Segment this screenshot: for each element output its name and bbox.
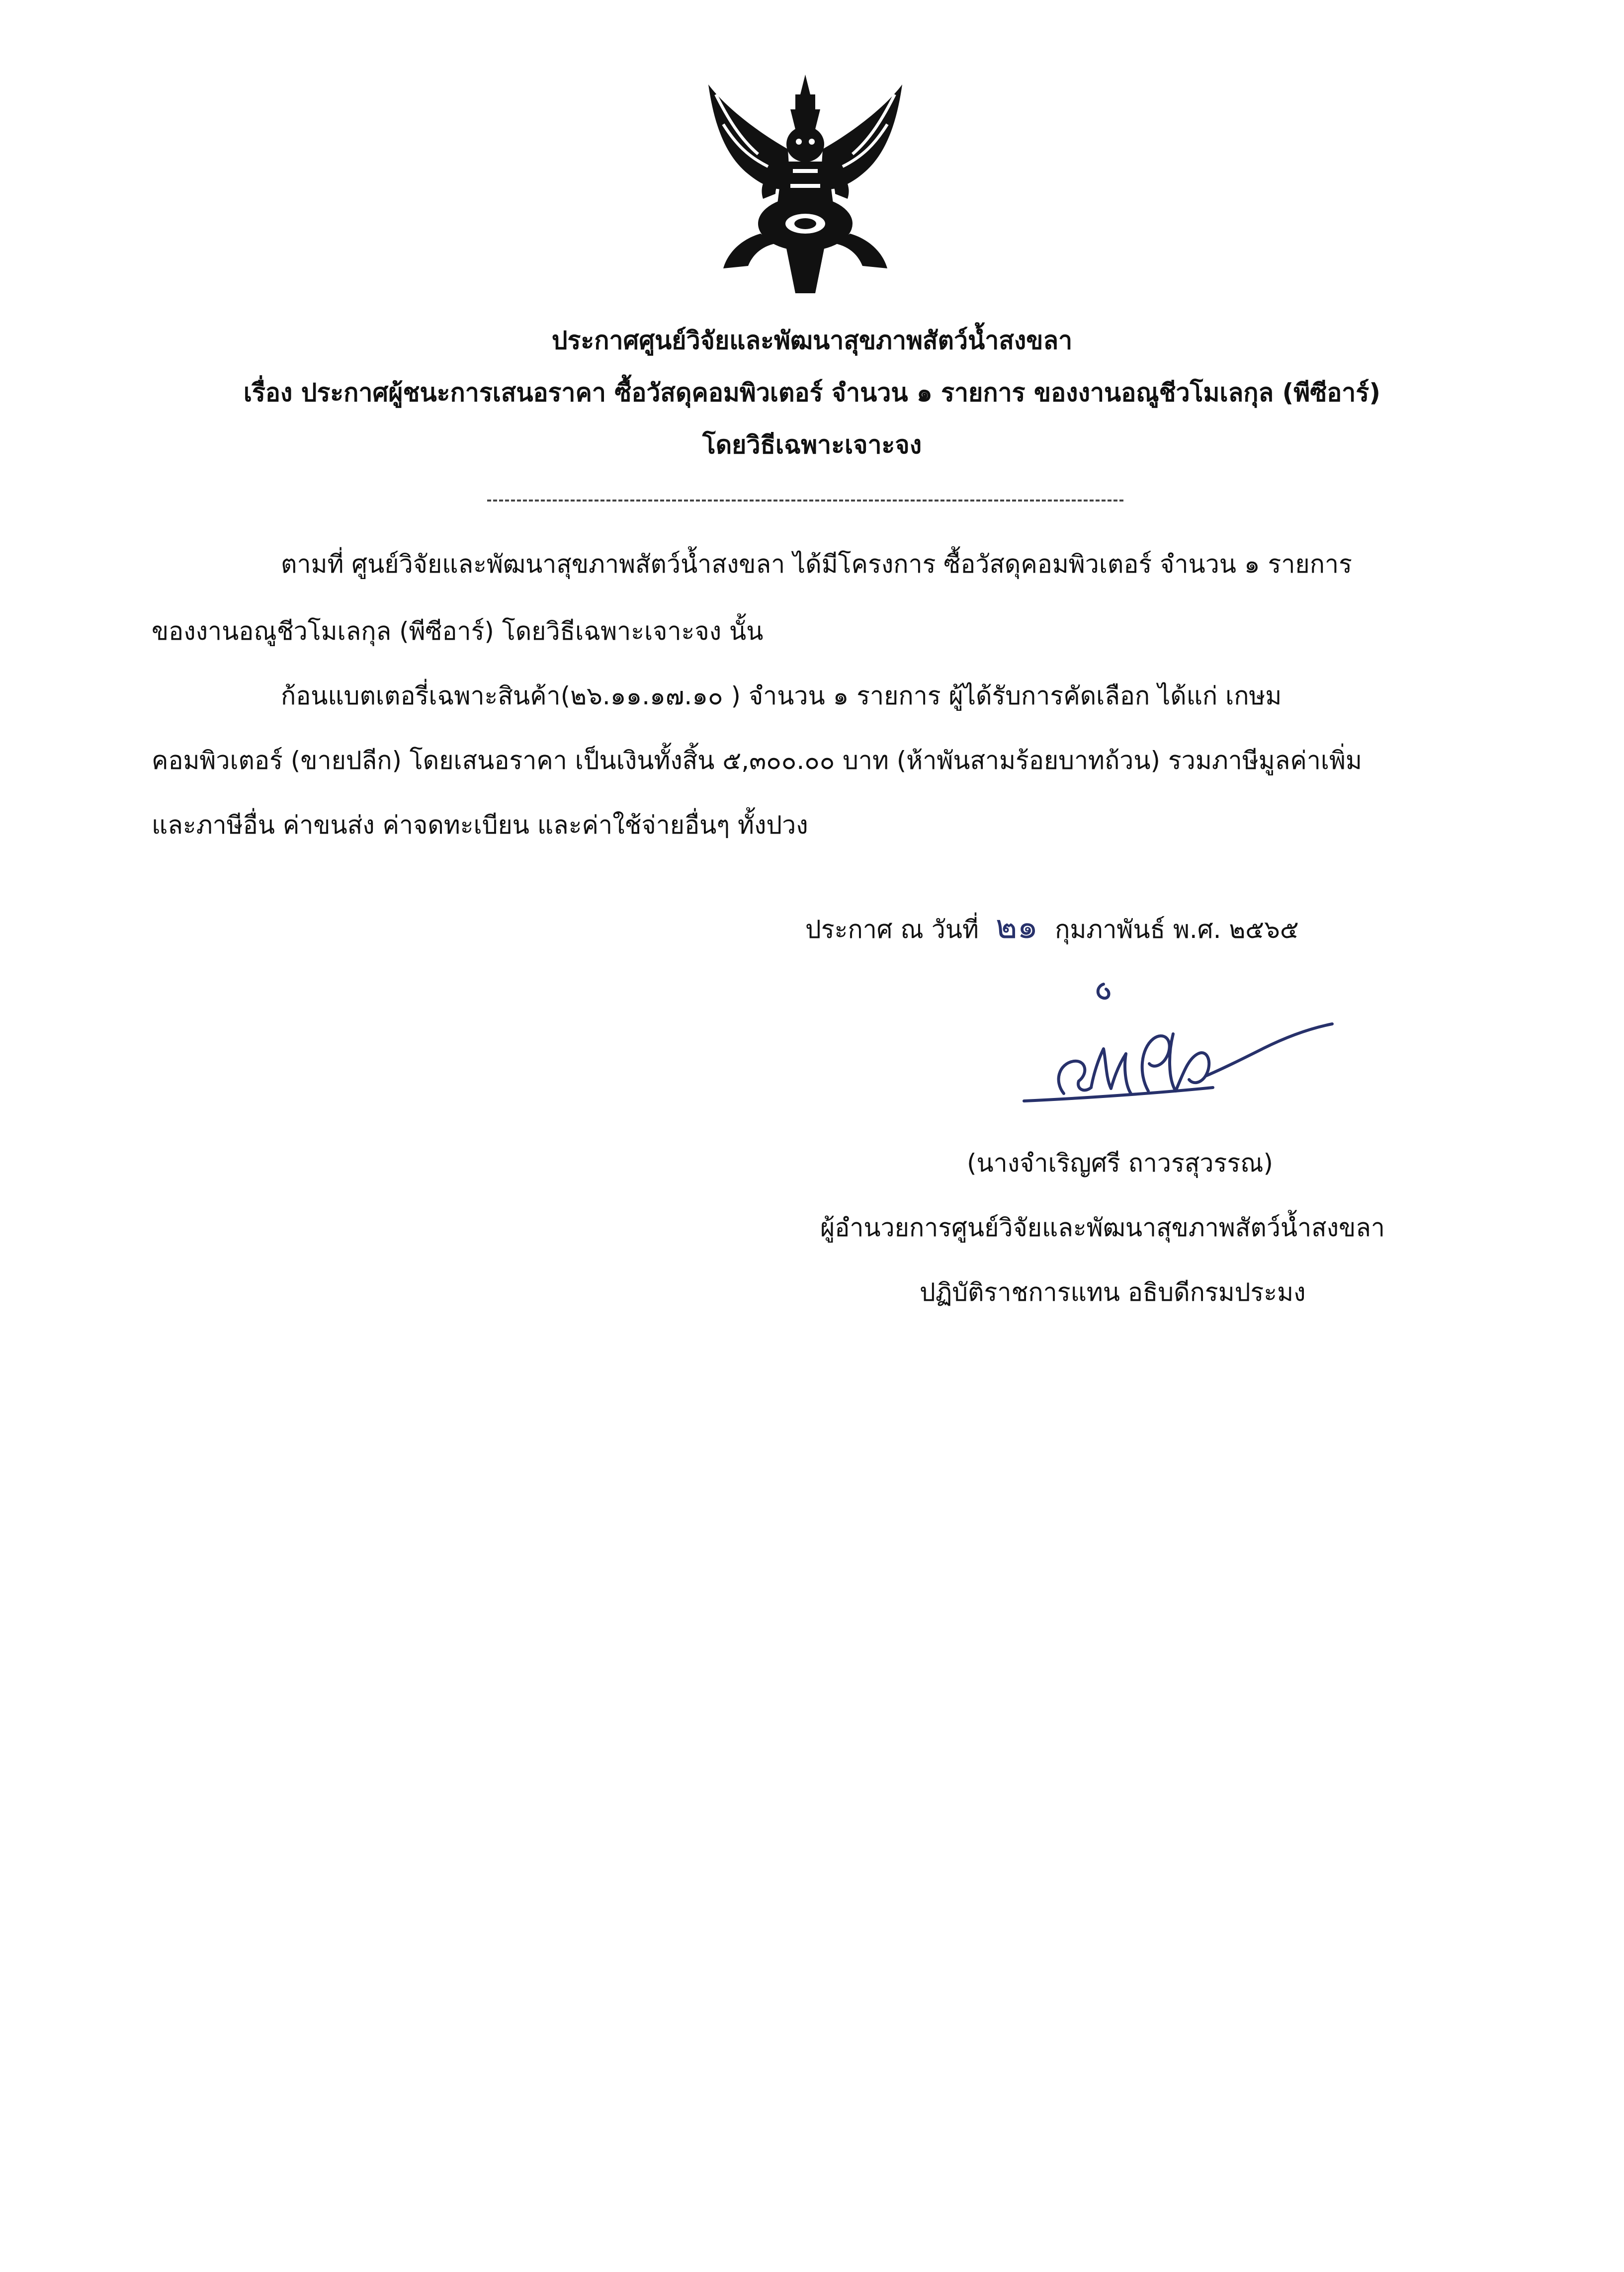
announcement-title: ประกาศศูนย์วิจัยและพัฒนาสุขภาพสัตว์น้ำสงขลา: [551, 326, 1073, 355]
heading-divider: [487, 500, 1123, 502]
body-paragraph-2-line-3: และภาษีอื่น ค่าขนส่ง ค่าจดทะเบียน และค่าใช้จ่ายอื่นๆ ทั้งปวง: [152, 811, 808, 840]
date-prefix: ประกาศ ณ วันที่: [805, 915, 979, 944]
date-day-handwritten: ๒๑: [995, 908, 1038, 946]
signatory-acting-for: ปฏิบัติราชการแทน อธิบดีกรมประมง: [920, 1278, 1306, 1307]
announcement-method: โดยวิธีเฉพาะเจาะจง: [702, 430, 922, 459]
body-paragraph-1-line-2: ของงานอณูชีวโมเลกุล (พีซีอาร์) โดยวิธีเฉพาะเจาะจง นั้น: [152, 617, 764, 646]
signatory-position: ผู้อำนวยการศูนย์วิจัยและพัฒนาสุขภาพสัตว์น้ำสงขลา: [820, 1213, 1385, 1242]
garuda-emblem-icon: [693, 75, 917, 293]
announcement-subject: เรื่อง ประกาศผู้ชนะการเสนอราคา ซื้อวัสดุคอมพิวเตอร์ จำนวน ๑ รายการ ของงานอณูชีวโมเลกุล (พีซีอาร์): [243, 378, 1381, 407]
date-month-year: กุมภาพันธ์ พ.ศ. ๒๕๖๕: [1055, 915, 1299, 944]
signatory-name: (นางจำเริญศรี ถาวรสุวรรณ): [967, 1149, 1274, 1178]
body-paragraph-2-line-1: ก้อนแบตเตอรี่เฉพาะสินค้า(๒๖.๑๑.๑๗.๑๐ ) จำนวน ๑ รายการ ผู้ได้รับการคัดเลือก ได้แก่ เกษม: [281, 681, 1282, 710]
body-paragraph-1-line-1: ตามที่ ศูนย์วิจัยและพัฒนาสุขภาพสัตว์น้ำสงขลา ได้มีโครงการ ซื้อวัสดุคอมพิวเตอร์ จำนวน ๑ รายการ: [281, 550, 1352, 579]
body-paragraph-2-line-2: คอมพิวเตอร์ (ขายปลีก) โดยเสนอราคา เป็นเงินทั้งสิ้น ๕,๓๐๐.๐๐ บาท (ห้าพันสามร้อยบาทถ้วน) รวมภาษีมูลค่าเพิ่ม: [152, 746, 1362, 775]
announcement-date: [805, 910, 1299, 947]
handwritten-signature: [1004, 974, 1362, 1123]
